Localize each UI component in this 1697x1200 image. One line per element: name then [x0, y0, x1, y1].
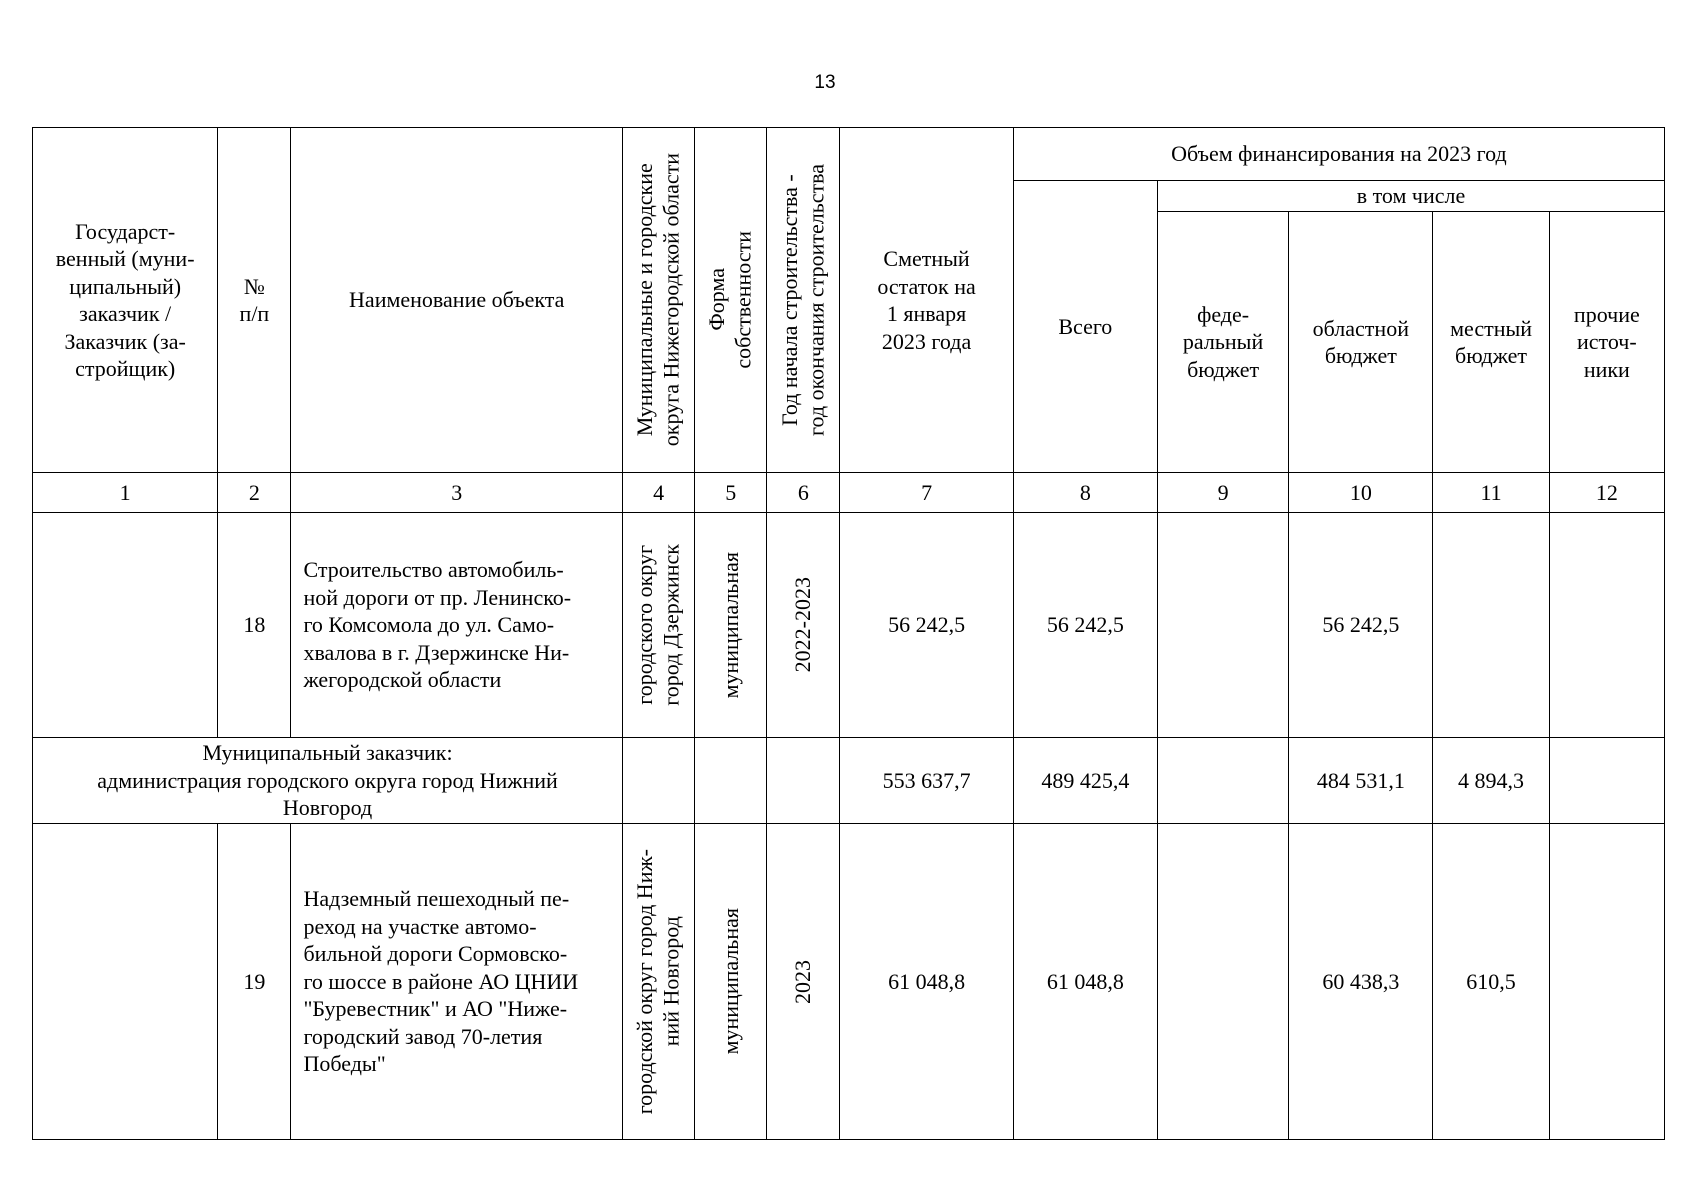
years: 2023 — [790, 959, 816, 1004]
group-label: Муниципальный заказчик: администрация городского округа город Нижний Новгород — [33, 738, 623, 824]
column-numbers-row — [33, 473, 1665, 513]
federal-value — [1157, 513, 1288, 738]
header-regional: областной бюджет — [1289, 212, 1433, 473]
column-number: 3 — [291, 473, 623, 513]
years-cell — [767, 738, 840, 824]
column-number: 11 — [1433, 473, 1549, 513]
ownership-cell — [695, 738, 767, 824]
table-row — [33, 824, 1665, 1140]
object-name: Надземный пешеходный пе- реход на участке автомо- бильной дороги Сормовско- го шоссе в районе АО ЦНИИ "Буревестник" и АО "Ниже- городский завод 70-летия Победы" — [291, 824, 623, 1140]
page-number: 13 — [814, 72, 836, 93]
estimated-remainder: 61 048,8 — [840, 824, 1013, 1140]
district-cell — [623, 824, 695, 1140]
column-number: 2 — [218, 473, 291, 513]
group-row — [33, 738, 1665, 824]
local-value: 4 894,3 — [1433, 738, 1549, 824]
column-number: 12 — [1549, 473, 1664, 513]
regional-value: 484 531,1 — [1289, 738, 1433, 824]
header-ownership: Форма собственности — [704, 231, 756, 369]
other-value — [1549, 513, 1664, 738]
header-object-name: Наименование объекта — [291, 128, 623, 473]
header-other: прочие источ- ники — [1549, 212, 1664, 473]
years-cell — [767, 513, 840, 738]
header-financing-group: Объем финансирования на 2023 год — [1013, 128, 1664, 181]
header-district-cell — [623, 128, 695, 473]
column-number: 6 — [767, 473, 840, 513]
header-ownership-cell — [695, 128, 767, 473]
local-value — [1433, 513, 1549, 738]
district-cell — [623, 513, 695, 738]
financing-table — [32, 127, 1665, 1140]
column-number: 1 — [33, 473, 218, 513]
header-customer: Государст- венный (муни- ципальный) заказчик / Заказчик (за- стройщик) — [33, 128, 218, 473]
header-years: Год начала строительства - год окончания строительства — [776, 164, 829, 436]
total-value: 489 425,4 — [1013, 738, 1157, 824]
ownership-cell — [695, 513, 767, 738]
district-cell — [623, 738, 695, 824]
header-years-cell — [767, 128, 840, 473]
estimated-remainder: 56 242,5 — [840, 513, 1013, 738]
other-value — [1549, 824, 1664, 1140]
district: городского округ город Дзержинск — [632, 544, 684, 706]
federal-value — [1157, 824, 1288, 1140]
regional-value: 60 438,3 — [1289, 824, 1433, 1140]
ownership-cell — [695, 824, 767, 1140]
years: 2022-2023 — [790, 577, 816, 673]
estimated-remainder: 553 637,7 — [840, 738, 1013, 824]
row-number: 19 — [218, 824, 291, 1140]
header-total: Всего — [1013, 181, 1157, 473]
row-number: 18 — [218, 513, 291, 738]
district: городской округ город Ниж- ний Новгород — [632, 848, 684, 1115]
total-value: 56 242,5 — [1013, 513, 1157, 738]
header-row-1 — [33, 128, 1665, 181]
header-federal: феде- ральный бюджет — [1157, 212, 1288, 473]
header-including: в том числе — [1157, 181, 1664, 212]
header-number: № п/п — [218, 128, 291, 473]
object-name: Строительство автомобиль- ной дороги от пр. Ленинско- го Комсомола до ул. Само- хвалова в г. Дзержинске Ни- жегородской области — [291, 513, 623, 738]
other-value — [1549, 738, 1664, 824]
header-estimated-remainder: Сметный остаток на 1 января 2023 года — [840, 128, 1013, 473]
ownership: муниципальная — [717, 551, 743, 699]
regional-value: 56 242,5 — [1289, 513, 1433, 738]
ownership: муниципальная — [717, 908, 743, 1055]
customer-cell — [33, 824, 218, 1140]
column-number: 7 — [840, 473, 1013, 513]
local-value: 610,5 — [1433, 824, 1549, 1140]
years-cell — [767, 824, 840, 1140]
header-local: местный бюджет — [1433, 212, 1549, 473]
column-number: 4 — [623, 473, 695, 513]
header-district: Муниципальные и городские округа Нижегородской области — [632, 153, 684, 447]
total-value: 61 048,8 — [1013, 824, 1157, 1140]
column-number: 9 — [1157, 473, 1288, 513]
column-number: 8 — [1013, 473, 1157, 513]
customer-cell — [33, 513, 218, 738]
federal-value — [1157, 738, 1288, 824]
column-number: 5 — [695, 473, 767, 513]
table-row — [33, 513, 1665, 738]
column-number: 10 — [1289, 473, 1433, 513]
